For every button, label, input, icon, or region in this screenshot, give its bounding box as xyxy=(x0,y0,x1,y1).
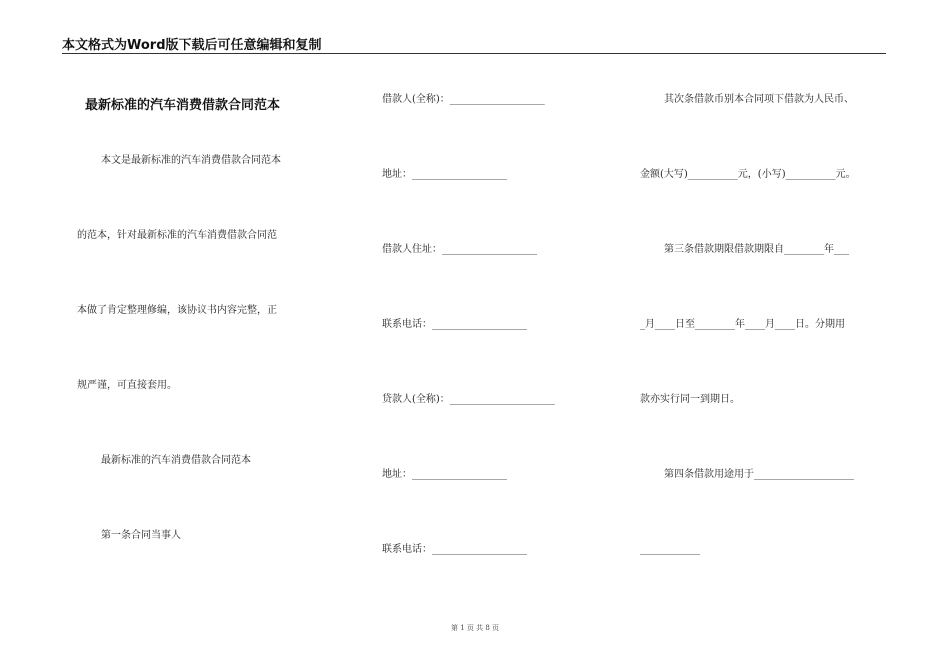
header-divider xyxy=(62,53,886,54)
lender-phone-field: 联系电话：___________________ xyxy=(382,544,527,555)
left-paragraph-line-4: 规严谨，可直接套用。 xyxy=(77,380,177,391)
left-subtitle: 最新标准的汽车消费借款合同范本 xyxy=(101,455,251,466)
left-paragraph-line-1: 本文是最新标准的汽车消费借款合同范本 xyxy=(101,155,281,166)
left-paragraph-line-2: 的范本，针对最新标准的汽车消费借款合同范 xyxy=(77,230,277,241)
lender-name-field: 贷款人(全称)：_____________________ xyxy=(382,394,555,405)
right-article-2-line-2: 金额(大写)__________元，(小写)__________元。 xyxy=(640,169,856,180)
right-article-3-line-1: 第三条借款期限借款期限自________年___ xyxy=(664,244,849,255)
borrower-address-field: 地址：___________________ xyxy=(382,169,507,180)
borrower-phone-field: 联系电话：___________________ xyxy=(382,319,527,330)
page-header: 本文格式为Word版下载后可任意编辑和复制 xyxy=(62,38,322,53)
right-article-4-line-2: ____________ xyxy=(640,544,700,555)
lender-address-field: 地址：___________________ xyxy=(382,469,507,480)
document-title: 最新标准的汽车消费借款合同范本 xyxy=(85,98,281,113)
borrower-name-field: 借款人(全称)：___________________ xyxy=(382,94,545,105)
right-article-4-line-1: 第四条借款用途用于____________________ xyxy=(664,469,854,480)
right-article-3-line-2: _月____日至________年____月____日。分期用 xyxy=(640,319,845,330)
page-footer: 第 1 页 共 8 页 xyxy=(450,624,500,632)
right-article-2-line-1: 其次条借款币别本合同项下借款为人民币、 xyxy=(664,94,854,105)
left-paragraph-line-3: 本做了肯定整理修编，该协议书内容完整，正 xyxy=(77,305,277,316)
left-article-heading: 第一条合同当事人 xyxy=(101,530,181,541)
borrower-residence-field: 借款人住址：___________________ xyxy=(382,244,537,255)
right-article-3-line-3: 款亦实行同一到期日。 xyxy=(640,394,740,405)
